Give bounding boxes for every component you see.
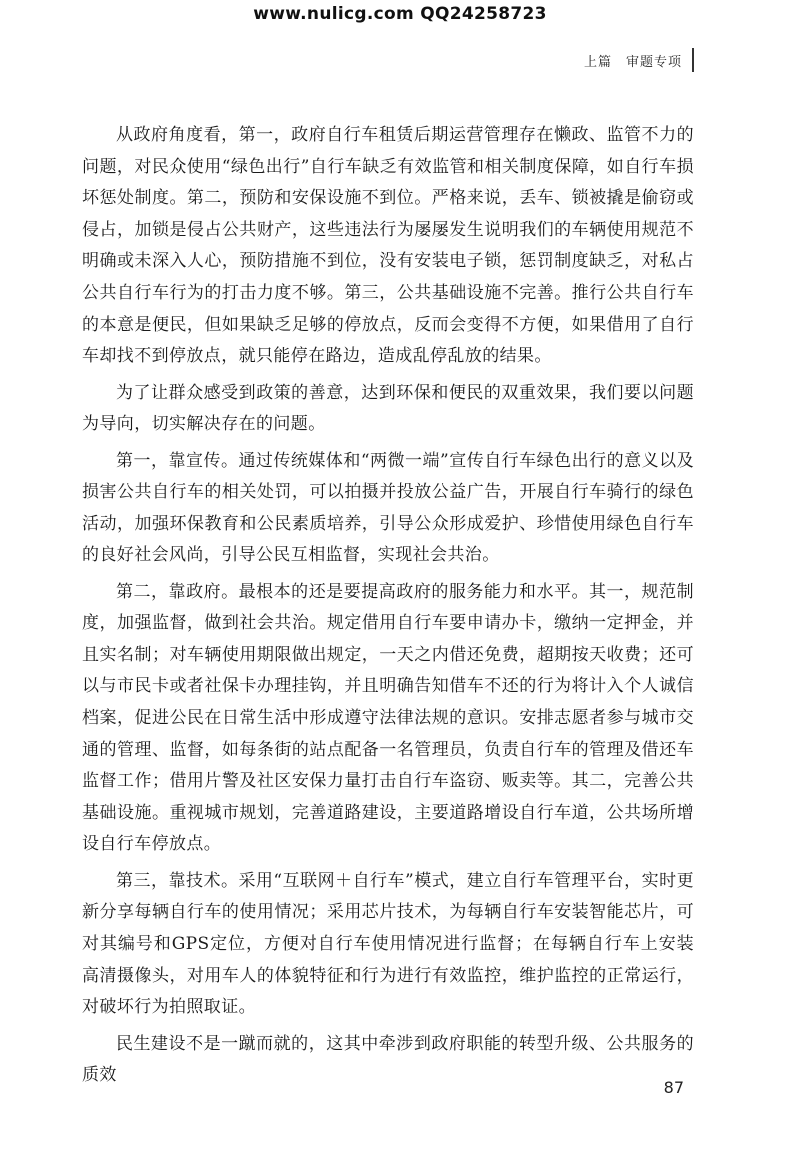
body-text: [82, 120, 694, 1092]
paragraph: 第二，靠政府。最根本的还是要提高政府的服务能力和水平。其一，规范制度，加强监督，做到社会共治。规定借用自行车要申请办卡，缴纳一定押金，并且实名制；对车辆使用期限做出规定，一天之内借还免费，超期按天收费；还可以与市民卡或者社保卡办理挂钩，并且明确告知借车不还的行为将计入个人诚信档案，促进公民在日常生活中形成遵守法律法规的意识。安排志愿者参与城市交通的管理、监督，如每条街的站点配备一名管理员，负责自行车的管理及借还车监督工作；借用片警及社区安保力量打击自行车盗窃、贩卖等。其二，完善公共基础设施。重视城市规划，完善道路建设，主要道路增设自行车道，公共场所增设自行车停放点。: [82, 581, 694, 855]
paragraph: 民生建设不是一蹴而就的，这其中牵涉到政府职能的转型升级、公共服务的质效: [82, 1033, 694, 1086]
paragraph: 第一，靠宣传。通过传统媒体和“两微一端”宣传自行车绿色出行的意义以及损害公共自行车的相关处罚，可以拍摄并投放公益广告，开展自行车骑行的绿色活动，加强环保教育和公民素质培养，引导公众形成爱护、珍惜使用绿色自行车的良好社会风尚，引导公民互相监督，实现社会共治。: [82, 450, 694, 566]
header-rule: [692, 48, 694, 72]
paragraph: 从政府角度看，第一，政府自行车租赁后期运营管理存在懒政、监管不力的问题，对民众使用“绿色出行”自行车缺乏有效监管和相关制度保障，如自行车损坏惩处制度。第二，预防和安保设施不到位。严格来说，丢车、锁被撬是偷窃或侵占，加锁是侵占公共财产，这些违法行为屡屡发生说明我们的车辆使用规范不明确或未深入人心，预防措施不到位，没有安装电子锁，惩罚制度缺乏，对私占公共自行车行为的打击力度不够。第三，公共基础设施不完善。推行公共自行车的本意是便民，但如果缺乏足够的停放点，反而会变得不方便，如果借用了自行车却找不到停放点，就只能停在路边，造成乱停乱放的结果。: [82, 125, 694, 367]
running-head: 上篇 审题专项: [583, 55, 682, 70]
page-number: 87: [663, 1078, 684, 1097]
paragraph: 为了让群众感受到政策的善意，达到环保和便民的双重效果，我们要以问题为导向，切实解决存在的问题。: [82, 382, 694, 435]
paragraph: 第三，靠技术。采用“互联网＋自行车”模式，建立自行车管理平台，实时更新分享每辆自行车的使用情况；采用芯片技术，为每辆自行车安装智能芯片，可对其编号和GPS定位，方便对自行车使用情况进行监督；在每辆自行车上安装高清摄像头，对用车人的体貌特征和行为进行有效监控，维护监控的正常运行，对破坏行为拍照取证。: [82, 870, 694, 1018]
watermark-text: www.nulicg.com QQ24258723: [253, 4, 547, 24]
